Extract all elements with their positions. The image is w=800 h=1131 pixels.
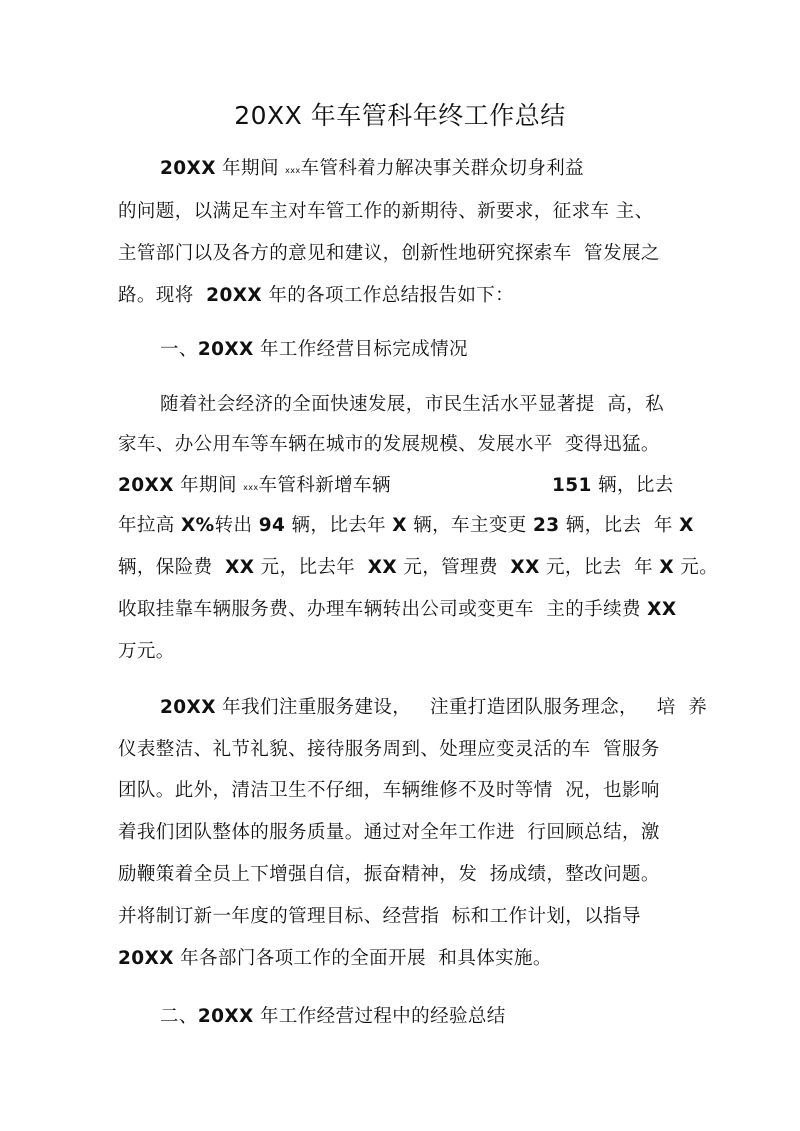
heading-text: 年工作经营目标完成情况 [253,339,468,360]
text-segment: 元，比去 年 [539,557,660,578]
paragraph-3-line-7 [118,946,552,972]
paragraph-1-line-2: 的问题，以满足车主对车管工作的新期待、新要求，征求车 主、 [118,201,654,222]
text-segment: 路。现将 [118,285,207,306]
number-text: X% [180,515,215,536]
year-text: 20XX [160,697,216,718]
text-segment: 元。 [674,557,719,578]
year-text: 20XX [160,158,216,179]
text-segment: 年我们注重服务建设， 注重打造团队服务理念， 培 养 [215,697,708,718]
text-segment: 元，比去年 [254,557,368,578]
heading-number: 二、 [160,1006,198,1027]
number-text: X [679,515,694,536]
paragraph-2-line-3 [118,473,391,501]
text-segment: 辆，保险费 [118,557,226,578]
number-text: XX [225,557,255,578]
paragraph-3-line-5: 励鞭策着全员上下增强自信，振奋精神，发 扬成绩，整改问题。 [118,864,660,885]
paragraph-3-line-4: 着我们团队整体的服务质量。通过对全年工作进 行回顾总结，激 [118,822,660,843]
section-heading-1 [160,337,468,363]
paragraph-2-line-2: 家车、办公用车等车辆在城市的发展规模、发展水平 变得迅猛。 [118,434,660,455]
paragraph-2-line-4 [118,513,694,539]
paragraph-2-line-6 [118,597,676,623]
text-segment: 收取挂靠车辆服务费、办理车辆转出公司或变更车 主的手续费 [118,599,648,620]
number-text: XX [367,557,398,578]
text-segment: 年拉高 [118,515,181,536]
number-text: 151 [552,475,592,496]
paragraph-3-line-3: 团队。此外，清洁卫生不仔细，车辆维修不及时等情 况，也影响 [118,780,660,801]
year-text: 20XX [118,475,174,496]
paragraph-1-line-1 [160,156,584,184]
paragraph-1-line-4 [118,283,514,309]
year-text: 20XX [118,948,174,969]
number-text: XX [647,599,677,620]
number-text: 23 [532,515,560,536]
text-segment: 辆，车主变更 [406,515,533,536]
document-title: 20XX 年车管科年终工作总结 [234,101,566,130]
number-text: 94 [258,515,286,536]
text-segment: 年期间 [173,475,244,496]
text-segment: 辆，比去 [591,475,674,496]
paragraph-1-line-3: 主管部门以及各方的意见和建议，创新性地研究探索车 管发展之 [118,243,660,264]
number-text: X [392,515,407,536]
text-segment: 转出 [214,515,259,536]
paragraph-3-line-2: 仪表整洁、礼节礼貌、接待服务周到、处理应变灵活的车 管服务 [118,739,660,760]
paragraph-2-line-3-right [552,473,674,499]
heading-text: 年工作经营过程中的经验总结 [253,1006,506,1027]
text-segment: 元，管理费 [397,557,511,578]
text-segment: 辆，比去 年 [559,515,680,536]
paragraph-2-line-5 [118,555,718,581]
year-text: 20XX [197,339,254,360]
placeholder-small-text: xxx [243,483,259,492]
year-text: 20XX [206,285,263,306]
text-segment: 年期间 [215,158,286,179]
text-segment: 年的各项工作总结报告如下： [262,285,515,306]
text-segment: 车管科着力解决事关群众切身利益 [300,158,585,179]
paragraph-2-line-1: 随着社会经济的全面快速发展，市民生活水平显著提 高，私 [160,394,664,415]
text-segment: 车管科新增车辆 [258,475,391,496]
paragraph-3-line-1 [160,695,707,721]
paragraph-3-line-6: 并将制订新一年度的管理目标、经营指 标和工作计划，以指导 [118,906,641,927]
text-segment: 辆，比去年 [285,515,393,536]
section-heading-2 [160,1004,506,1030]
number-text: X [659,557,675,578]
heading-number: 一、 [160,339,198,360]
placeholder-small-text: xxx [285,166,301,175]
number-text: XX [510,557,540,578]
year-text: 20XX [197,1006,254,1027]
paragraph-2-line-7: 万元。 [118,641,175,662]
text-segment: 年各部门各项工作的全面开展 和具体实施。 [173,948,552,969]
